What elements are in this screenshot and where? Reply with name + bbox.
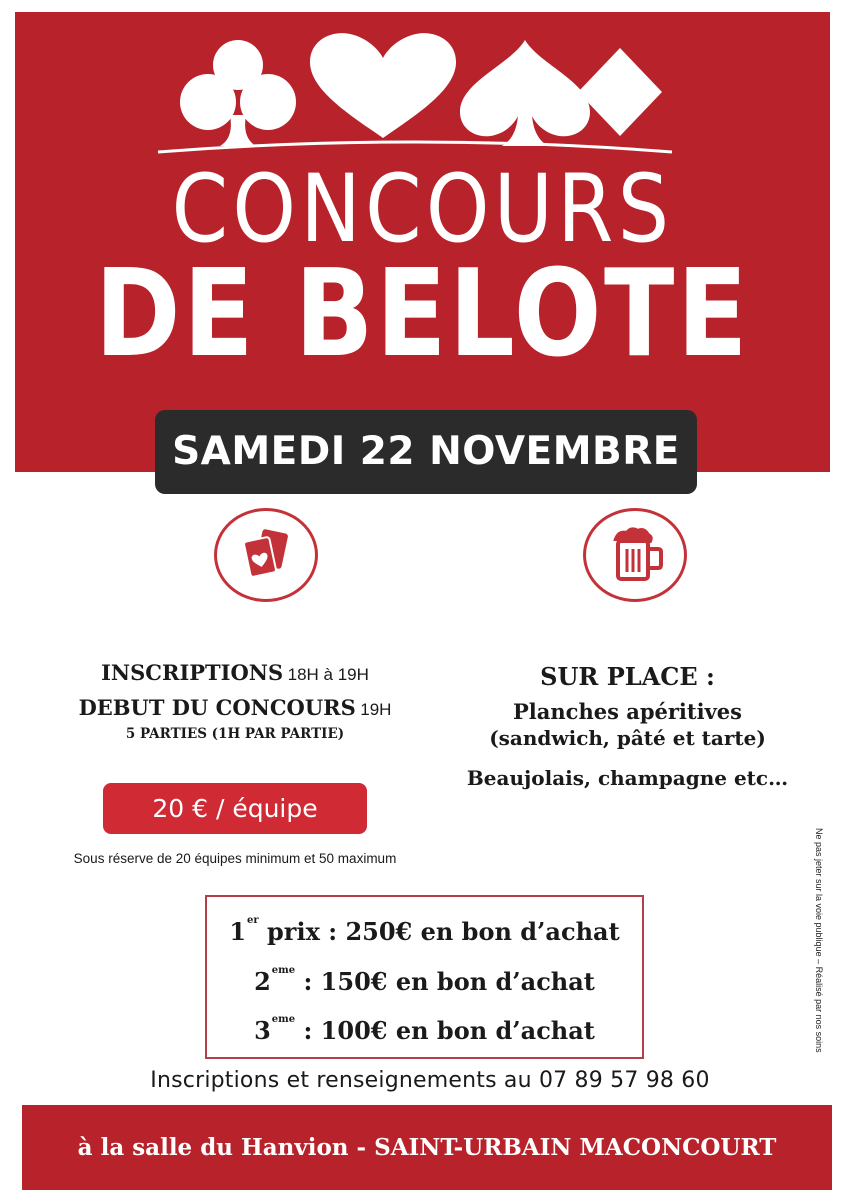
beer-mug-icon [583, 508, 687, 602]
sur-place-line-3: Beaujolais, champagne etc… [466, 766, 789, 790]
heart-icon [310, 33, 456, 138]
prizes-box [205, 895, 644, 1059]
diamond-icon [578, 48, 662, 136]
debut-label: DEBUT DU CONCOURS [78, 695, 356, 720]
parties-info: 5 PARTIES (1H PAR PARTIE) [125, 726, 345, 742]
prize-1: 1er prix : 250€ en bon d’achat [229, 915, 620, 946]
title-line-1: CONCOURS [171, 155, 674, 264]
club-icon [180, 40, 296, 146]
prize-3: 3eme : 100€ en bon d’achat [254, 1014, 595, 1045]
sur-place-line-1: Planches apéritives [513, 699, 742, 724]
card-suits-icon [150, 20, 680, 155]
sur-place-block [430, 662, 825, 790]
footer-location: à la salle du Hanvion - SAINT-URBAIN MACONCOURT [22, 1105, 832, 1190]
prize-2: 2eme : 150€ en bon d’achat [254, 965, 595, 996]
cards-heart-icon [214, 508, 318, 602]
date-banner: SAMEDI 22 NOVEMBRE [155, 410, 697, 494]
side-note: Ne pas jeter sur la voie publique – Réalisé par nos soins [814, 828, 824, 1053]
reserve-note: Sous réserve de 20 équipes minimum et 50 maximum [73, 851, 397, 866]
schedule-block [50, 660, 420, 742]
contact-line: Inscriptions et renseignements au 07 89 57 98 60 [150, 1068, 710, 1093]
spade-icon [460, 40, 590, 146]
title-line-2: DE BELOTE [94, 245, 751, 384]
debut-time: 19H [360, 700, 392, 719]
sur-place-line-2: (sandwich, pâté et tarte) [489, 726, 766, 750]
price-badge: 20 € / équipe [103, 783, 367, 834]
inscriptions-label: INSCRIPTIONS [101, 660, 284, 685]
inscriptions-time: 18H à 19H [287, 665, 369, 684]
sur-place-heading: SUR PLACE : [540, 662, 715, 691]
